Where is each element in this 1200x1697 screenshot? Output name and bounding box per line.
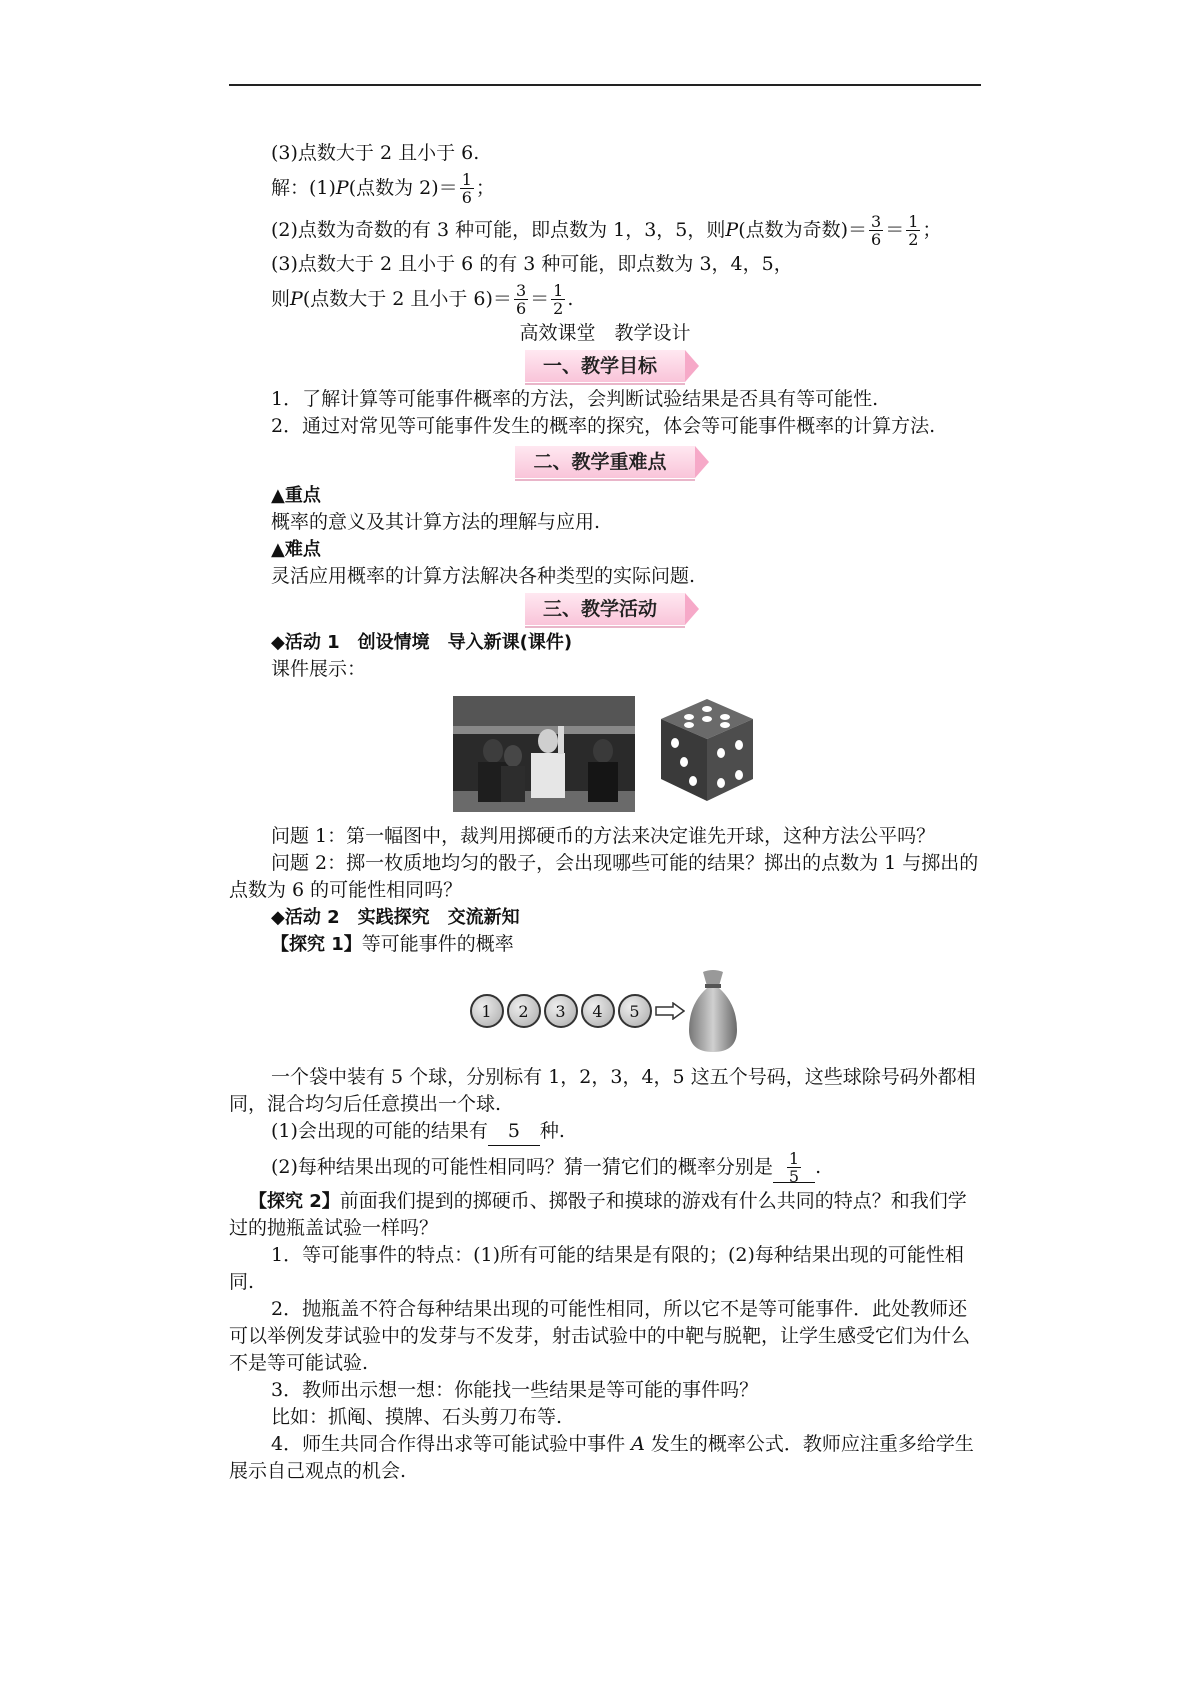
dice-icon — [657, 695, 757, 805]
example-item-3: (3)点数大于 2 且小于 6. — [271, 142, 480, 164]
bag-question-2 — [229, 1146, 981, 1188]
point-4-text-b: 发生的概率公式．教师应注重多给学生展示自己观点的机会. — [229, 1433, 974, 1482]
referee-coin-toss-photo — [453, 696, 635, 812]
bag-icon — [685, 968, 741, 1054]
arrow-right-icon — [655, 1002, 685, 1020]
punct: ； — [475, 176, 495, 199]
denominator: 2 — [908, 229, 919, 249]
fraction — [514, 282, 528, 317]
solution-2-text: (2)点数为奇数的有 3 种可能，即点数为 1，3，5，则 — [271, 218, 726, 241]
denominator: 5 — [788, 1166, 800, 1186]
activity-2: ◆活动 2 实践探究 交流新知 — [271, 907, 520, 928]
activity-1: ◆活动 1 创设情境 导入新课(课件) — [271, 632, 573, 653]
event-a-symbol: A — [631, 1433, 645, 1455]
point-4-text-a: 4．师生共同合作得出求等可能试验中事件 — [271, 1433, 632, 1455]
fraction — [906, 213, 920, 248]
p-symbol: P — [290, 287, 303, 310]
explore-2-label: 【探究 2】 — [249, 1191, 340, 1212]
solution-2-mid: (点数为奇数)＝ — [738, 218, 868, 241]
explore-1 — [229, 931, 981, 958]
solution-3-line1: (3)点数大于 2 且小于 6 的有 3 种可能，即点数为 3，4，5， — [271, 253, 793, 275]
bag-question-1 — [229, 1118, 981, 1146]
banner-goals-label: 一、教学目标 — [525, 350, 685, 382]
equals: ＝ — [885, 218, 905, 241]
punct: . — [567, 287, 574, 310]
key-text: 概率的意义及其计算方法的理解与应用. — [271, 511, 601, 533]
fraction — [551, 282, 565, 317]
bag-question-1-end: 种. — [539, 1120, 565, 1142]
bag-question-2-text: (2)每种结果出现的可能性相同吗？猜一猜它们的概率分别是 — [271, 1155, 773, 1178]
numerator: 1 — [788, 1148, 800, 1168]
ball-1: 1 — [470, 994, 504, 1028]
solution-2 — [229, 209, 981, 251]
solution-3-line2 — [229, 278, 981, 320]
question-1: 问题 1：第一幅图中，裁判用掷硬币的方法来决定谁先开球，这种方法公平吗？ — [271, 825, 936, 847]
fraction — [787, 1150, 801, 1185]
solution-prefix: 解：(1) — [271, 176, 336, 199]
denominator: 2 — [553, 298, 564, 318]
ball-2: 2 — [507, 994, 541, 1028]
ball-3: 3 — [544, 994, 578, 1028]
section-title: 高效课堂 教学设计 — [519, 322, 691, 344]
point-1: 1．等可能事件的特点：(1)所有可能的结果是有限的；(2)每种结果出现的可能性相同. — [229, 1244, 964, 1293]
banner-keypoints — [229, 446, 981, 478]
p-symbol: P — [335, 176, 349, 199]
bag-description: 一个袋中装有 5 个球，分别标有 1，2，3，4，5 这五个号码，这些球除号码外都相同，混合均匀后任意摸出一个球. — [229, 1066, 976, 1115]
ball-4: 4 — [581, 994, 615, 1028]
ball-5: 5 — [618, 994, 652, 1028]
header-rule — [229, 84, 981, 86]
punct: ； — [922, 218, 942, 241]
key-label: ▲重点 — [271, 485, 321, 506]
solution-3-mid: (点数大于 2 且小于 6)＝ — [302, 287, 512, 310]
question-2: 问题 2：掷一枚质地均匀的骰子，会出现哪些可能的结果？掷出的点数为 1 与掷出的点数为 6 的可能性相同吗？ — [229, 852, 979, 901]
dice-image — [657, 695, 757, 813]
banner-activities-label: 三、教学活动 — [525, 593, 685, 625]
explore-2 — [229, 1188, 981, 1242]
balls-and-bag-figure — [229, 968, 981, 1054]
equals: ＝ — [530, 287, 550, 310]
denominator: 6 — [871, 229, 882, 249]
fraction — [460, 171, 474, 206]
photo-illustration — [453, 696, 635, 812]
explore-2-text: 前面我们提到的掷硬币、掷骰子和摸球的游戏有什么共同的特点？和我们学过的抛瓶盖试验一样吗？ — [229, 1190, 967, 1239]
banner-activities — [229, 593, 981, 625]
difficulty-label: ▲难点 — [271, 539, 321, 560]
point-3-example: 比如：抓阄、摸牌、石头剪刀布等. — [271, 1406, 563, 1428]
goal-1: 1．了解计算等可能事件概率的方法，会判断试验结果是否具有等可能性. — [271, 388, 879, 410]
p-symbol: P — [725, 218, 739, 241]
point-2: 2．抛瓶盖不符合每种结果出现的可能性相同，所以它不是等可能事件．此处教师还可以举例发芽试验中的发芽与不发芽，射击试验中的中靶与脱靶，让学生感受它们为什么不是等可能试验. — [229, 1298, 971, 1374]
difficulty-text: 灵活应用概率的计算方法解决各种类型的实际问题. — [271, 565, 696, 587]
fraction — [869, 213, 883, 248]
solution-1-text: (点数为 2)＝ — [348, 176, 458, 199]
solution-3-pre: 则 — [271, 287, 291, 310]
bag-question-2-end: . — [815, 1155, 822, 1178]
point-4 — [229, 1431, 981, 1485]
banner-goals — [229, 350, 981, 382]
numerator: 1 — [553, 280, 564, 300]
banner-keypoints-label: 二、教学重难点 — [515, 446, 694, 478]
numerator: 3 — [515, 280, 527, 300]
point-3: 3．教师出示想一想：你能找一些结果是等可能的事件吗？ — [271, 1379, 759, 1401]
courseware-show: 课件展示： — [271, 658, 367, 680]
numerator: 1 — [908, 211, 919, 231]
denominator: 6 — [461, 187, 472, 207]
explore-1-label: 【探究 1】 — [271, 934, 362, 955]
courseware-images — [229, 695, 981, 813]
bag-question-1-text: (1)会出现的可能的结果有 — [271, 1120, 488, 1142]
answer-blank — [773, 1150, 815, 1185]
numerator: 3 — [871, 211, 882, 231]
page-content — [229, 140, 981, 1485]
answer-blank: 5 — [488, 1118, 540, 1146]
denominator: 6 — [515, 298, 527, 318]
explore-1-text: 等可能事件的概率 — [361, 933, 514, 955]
numerator: 1 — [461, 169, 472, 189]
solution-1 — [229, 167, 981, 209]
goal-2: 2．通过对常见等可能事件发生的概率的探究，体会等可能事件概率的计算方法. — [271, 415, 936, 437]
